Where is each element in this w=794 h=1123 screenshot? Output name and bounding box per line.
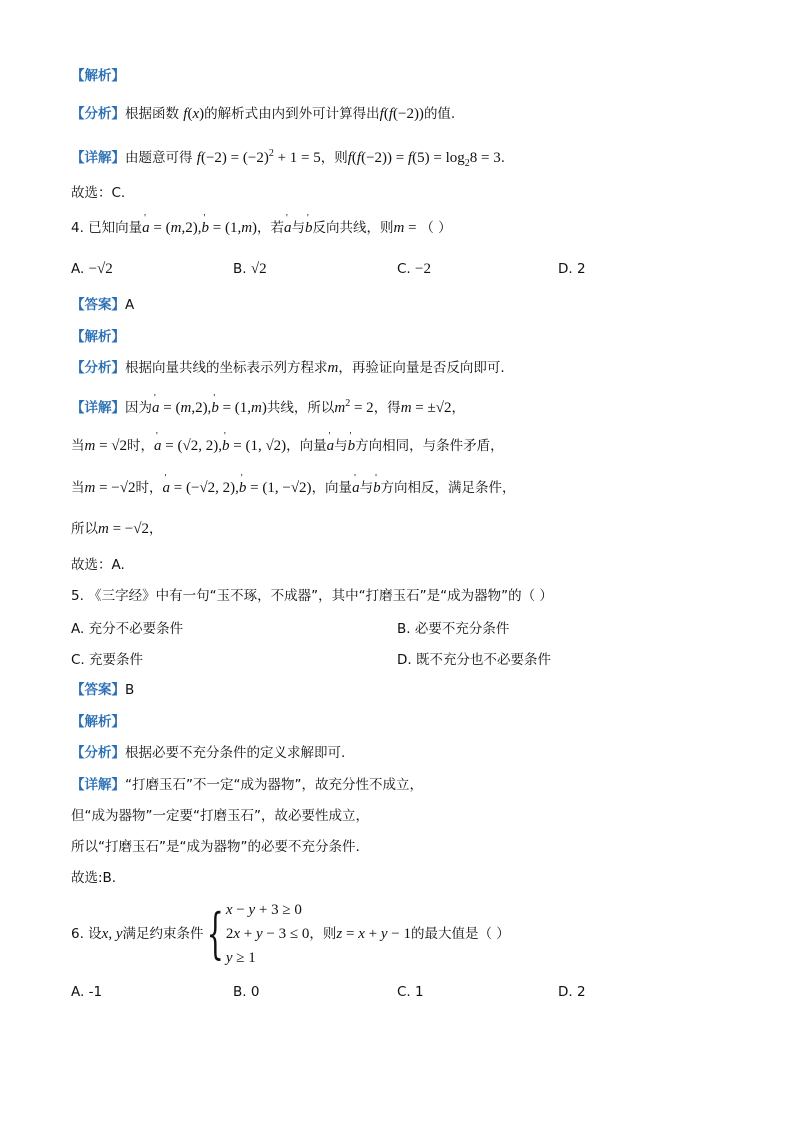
q4-option-d: D. 2 <box>558 261 586 277</box>
q5-answer: 故选:B. <box>71 870 117 886</box>
q6-option-a: A. -1 <box>71 984 103 1000</box>
q5-detail-3: 所以“打磨玉石”是“成为器物”的必要不充分条件. <box>71 839 360 855</box>
q4-option-b: B. √2 <box>233 261 267 277</box>
q4-answer-label: 【答案】A <box>71 297 135 313</box>
q5-stem: 5. 《三字经》中有一句“玉不琢，不成器”，其中“打磨玉石”是“成为器物”的（ ） <box>71 588 553 604</box>
q5-option-a: A. 充分不必要条件 <box>71 621 184 637</box>
q6-stem: 6. 设x, y满足约束条件{ x − y + 3 ≥ 0 2x + y − 3 ≤ 0 y ≥ 1，则z = x + y − 1的最大值是（ ） <box>71 898 510 970</box>
q4-detail-4: 所以m = −√2， <box>71 521 163 537</box>
q4-option-c: C. −2 <box>397 261 431 277</box>
q4-stem: 4. 已知向量' a = (m,2),' b = (1,m)，若' a与' b反向共线，则m = （ ） <box>71 218 452 238</box>
q3-analysis: 【分析】根据函数 f(x)的解析式由内到外可计算得出f(f(−2))的值. <box>71 106 456 122</box>
jiexi-label-1: 【解析】 <box>71 68 125 84</box>
q4-detail-1: 【详解】因为' a = (m,2),' b = (1,m)共线，所以$m^2 = 2$，得m = ±√2， <box>71 394 465 418</box>
q5-detail-1: 【详解】“打磨玉石”不一定“成为器物”，故充分性不成立， <box>71 777 423 793</box>
q5-option-d: D. 既不充分也不必要条件 <box>397 652 551 668</box>
q5-option-b: B. 必要不充分条件 <box>397 621 510 637</box>
q5-analysis: 【分析】根据必要不充分条件的定义求解即可. <box>71 745 346 761</box>
q4-answer: 故选：A. <box>71 557 125 573</box>
q6-option-c: C. 1 <box>397 984 424 1000</box>
q3-answer: 故选：C. <box>71 185 126 201</box>
q4-option-a: A. −√2 <box>71 261 113 277</box>
q5-detail-2: 但“成为器物”一定要“打磨玉石”，故必要性成立， <box>71 808 369 824</box>
q4-detail-2: 当m = √2时，' a = (√2, 2),' b = (1, √2)，向量' a与' b方向相同，与条件矛盾， <box>71 436 504 456</box>
q6-option-d: D. 2 <box>558 984 586 1000</box>
jiexi-label-3: 【解析】 <box>71 714 125 730</box>
q4-detail-3: 当m = −√2时，' a = (−√2, 2),' b = (1, −√2)，向量' a与' b方向相反，满足条件， <box>71 478 516 498</box>
q5-answer-label: 【答案】B <box>71 682 135 698</box>
q4-analysis: 【分析】根据向量共线的坐标表示列方程求m，再验证向量是否反向即可. <box>71 360 505 376</box>
q5-option-c: C. 充要条件 <box>71 652 144 668</box>
constraint-system: x − y + 3 ≥ 0 2x + y − 3 ≤ 0 y ≥ 1 <box>225 902 310 966</box>
q3-detail: 【详解】由题意可得 $f(-2) = (-2)^2 + 1 = 5$，则$f(f(-2)) = f(5) = \log_28 = 3$. <box>71 148 506 169</box>
q6-option-b: B. 0 <box>233 984 260 1000</box>
jiexi-label-2: 【解析】 <box>71 329 125 345</box>
